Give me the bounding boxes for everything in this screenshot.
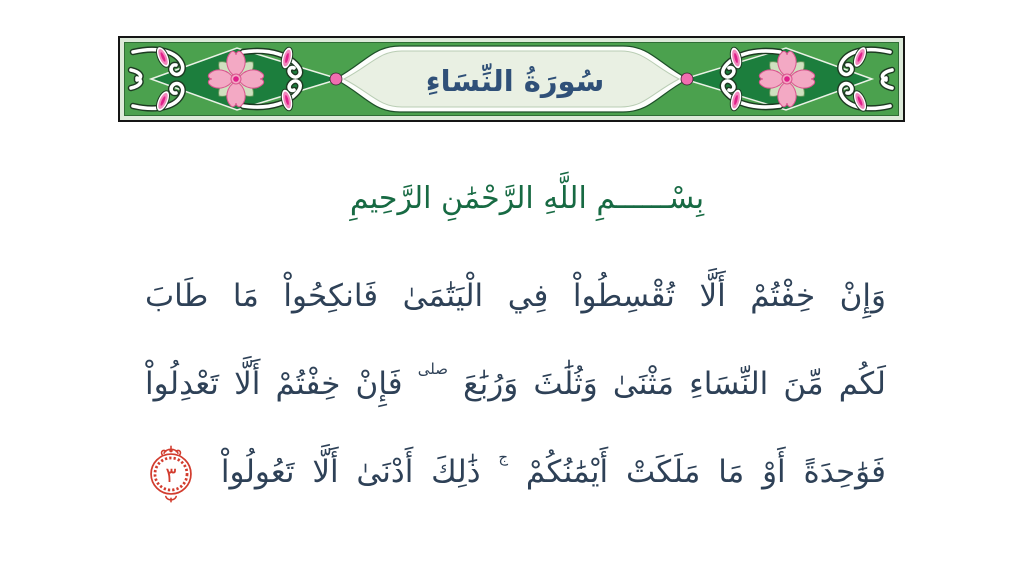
right-tip-pink-dot-icon <box>681 73 693 85</box>
verse-text-block <box>145 252 886 516</box>
left-tip-pink-dot-icon <box>330 73 342 85</box>
surah-header-banner <box>118 36 905 122</box>
verse-line-1-text: وَإِنْ خِفْتُمْ أَلَّا تُقْسِطُواْ فِي الْيَتَٰمَىٰ فَانكِحُواْ مَا طَابَ <box>145 278 886 314</box>
verse-line-2-text-post: فَإِنْ خِفْتُمْ أَلَّا تَعْدِلُواْ <box>145 366 403 402</box>
surah-title: سُورَةُ النِّسَاءِ <box>425 64 605 98</box>
verse-number: ٣ <box>165 462 177 487</box>
verse-line-3-text-post: ذَٰلِكَ أَدْنَىٰ أَلَّا تَعُولُواْ <box>220 454 481 490</box>
verse-line-2-text-pre: لَكُم مِّنَ النِّسَاءِ مَثْنَىٰ وَثُلَٰثَ وَرُبَٰعَ <box>463 366 886 402</box>
banner-left-rosette-icon <box>131 45 339 113</box>
verse-line-3-text-pre: فَوَٰحِدَةً أَوْ مَا مَلَكَتْ أَيْمَٰنُكُمْ <box>525 454 886 490</box>
verse-line-1 <box>145 252 886 340</box>
verse-line-2 <box>145 340 886 428</box>
verse-line-3 <box>145 428 886 516</box>
pause-mark-jeem-icon: ج <box>498 448 509 466</box>
banner-right-rosette-icon <box>684 45 892 113</box>
pause-mark-sala-icon: صلى <box>417 360 448 378</box>
verse-end-medallion-icon <box>145 444 197 504</box>
bismillah-calligraphy: بِسْــــــمِ اللَّهِ الرَّحْمَٰنِ الرَّحِيمِ <box>349 180 705 216</box>
